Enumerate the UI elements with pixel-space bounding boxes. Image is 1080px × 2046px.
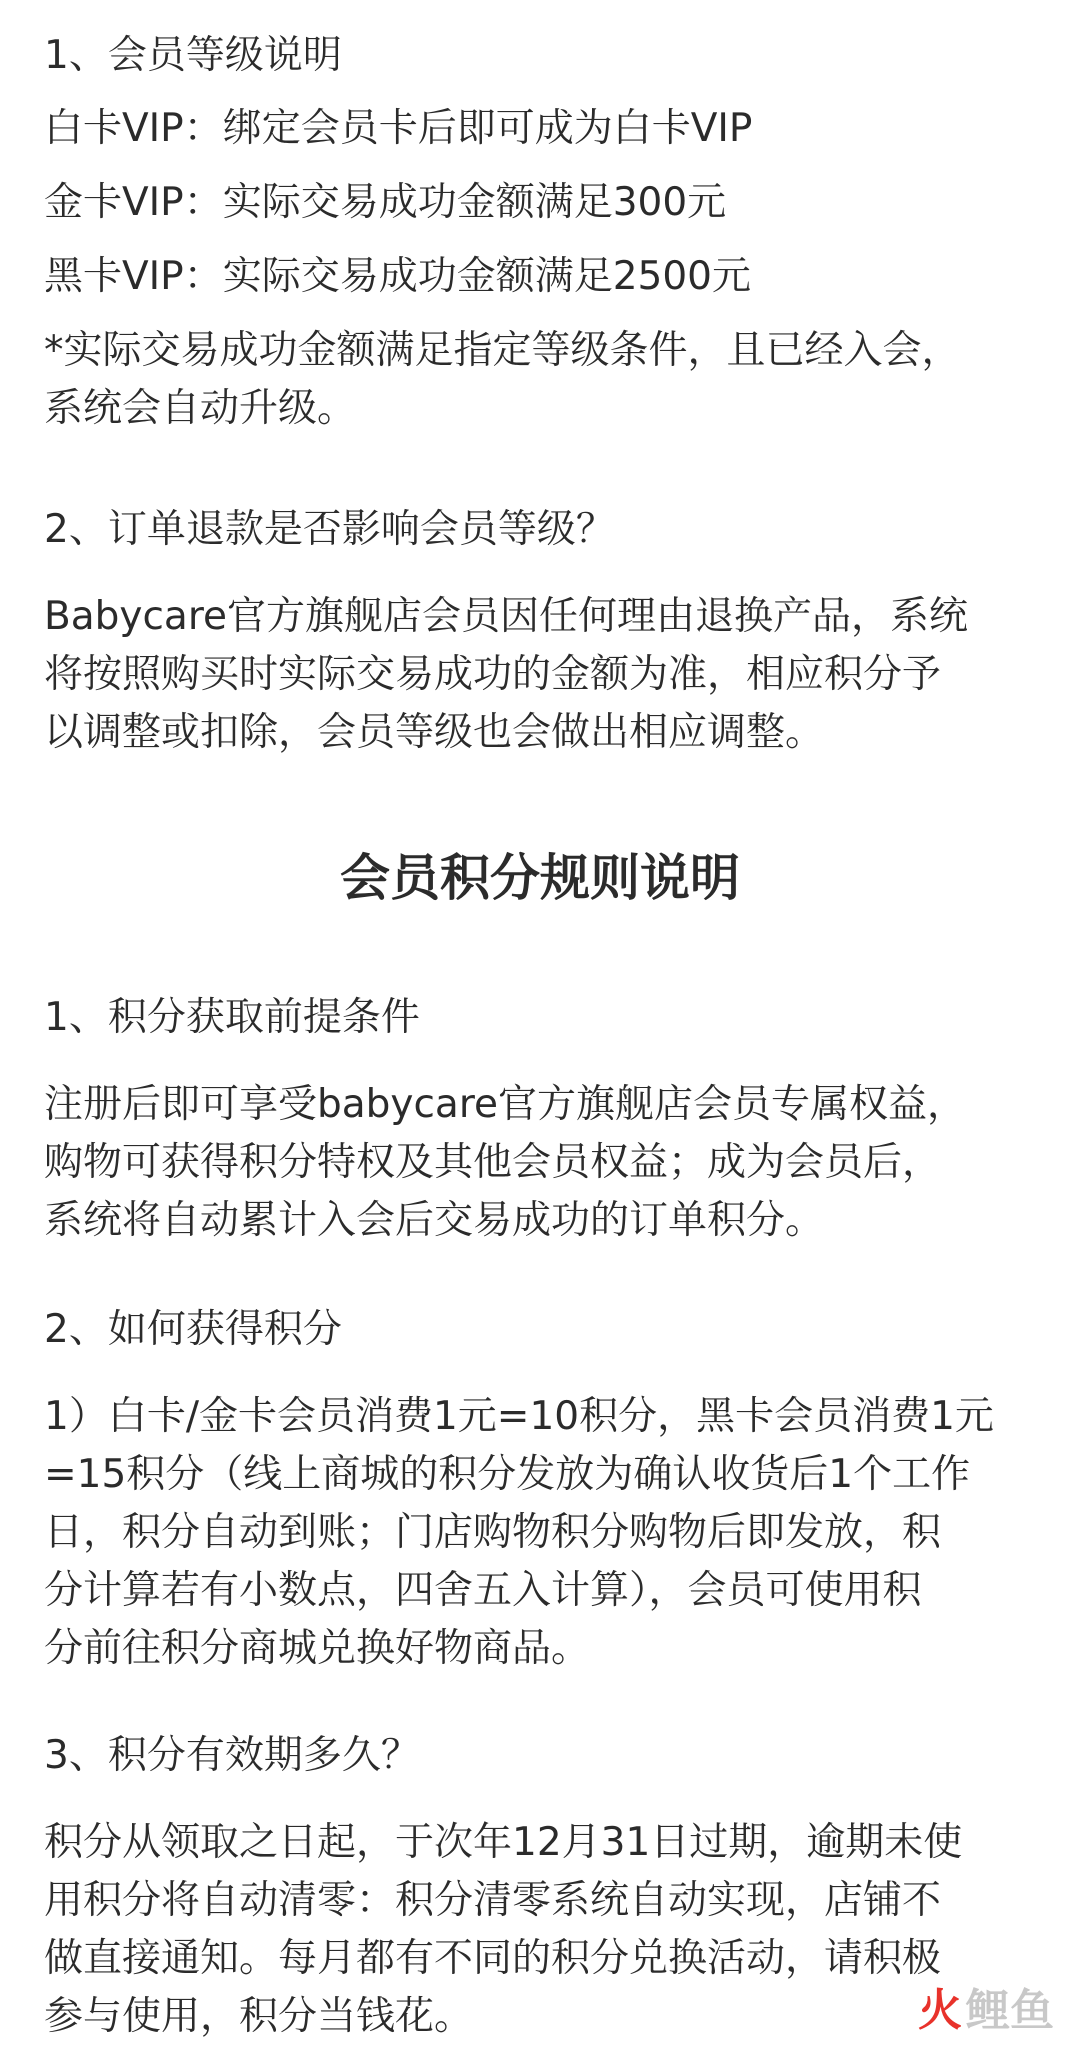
validity-heading: 3、积分有效期多久？ xyxy=(44,1733,420,1778)
validity-line: 参与使用，积分当钱花。 xyxy=(44,1994,474,2039)
watermark-fire: 火 xyxy=(918,1985,962,2036)
prerequisite-section xyxy=(44,990,1036,1250)
watermark-logo xyxy=(918,1985,1054,2037)
earn-line: 日，积分自动到账；门店购物积分购物后即发放，积 xyxy=(44,1510,942,1555)
earn-line: =15积分（线上商城的积分发放为确认收货后1个工作 xyxy=(44,1452,971,1497)
white-card-rule: 白卡VIP：绑定会员卡后即可成为白卡VIP xyxy=(44,106,753,151)
earn-line: 1）白卡/金卡会员消费1元=10积分，黑卡会员消费1元 xyxy=(44,1394,994,1439)
validity-line: 用积分将自动清零：积分清零系统自动实现，店铺不 xyxy=(44,1878,942,1923)
prerequisite-line: 注册后即可享受babycare官方旗舰店会员专属权益， xyxy=(44,1082,967,1127)
prerequisite-line: 购物可获得积分特权及其他会员权益；成为会员后， xyxy=(44,1140,942,1185)
refund-line: Babycare官方旗舰店会员因任何理由退换产品，系统 xyxy=(44,594,969,639)
earn-heading: 2、如何获得积分 xyxy=(44,1307,342,1352)
earn-line: 分计算若有小数点，四舍五入计算），会员可使用积 xyxy=(44,1568,922,1613)
gold-card-rule: 金卡VIP：实际交易成功金额满足300元 xyxy=(44,180,727,225)
points-rules-title: 会员积分规则说明 xyxy=(340,849,740,907)
refund-line: 以调整或扣除，会员等级也会做出相应调整。 xyxy=(44,710,825,755)
earn-points-section xyxy=(44,1302,1036,1678)
level-note-line: 系统会自动升级。 xyxy=(44,386,357,431)
black-card-rule: 黑卡VIP：实际交易成功金额满足2500元 xyxy=(44,254,751,299)
level-heading: 1、会员等级说明 xyxy=(44,33,342,78)
prerequisite-heading: 1、积分获取前提条件 xyxy=(44,995,420,1040)
refund-section xyxy=(44,502,1036,762)
level-note-line: *实际交易成功金额满足指定等级条件，且已经入会， xyxy=(44,328,961,373)
refund-line: 将按照购买时实际交易成功的金额为准，相应积分予 xyxy=(44,652,942,697)
prerequisite-line: 系统将自动累计入会后交易成功的订单积分。 xyxy=(44,1198,825,1243)
validity-line: 积分从领取之日起，于次年12月31日过期，逾期未使 xyxy=(44,1820,963,1865)
refund-heading: 2、订单退款是否影响会员等级？ xyxy=(44,507,615,552)
watermark-carp: 鲤鱼 xyxy=(966,1985,1054,2036)
points-rules-title-wrap xyxy=(0,848,1080,908)
membership-level-section xyxy=(44,28,1036,438)
validity-section xyxy=(44,1728,1036,2046)
validity-line: 做直接通知。每月都有不同的积分兑换活动，请积极 xyxy=(44,1936,942,1981)
earn-line: 分前往积分商城兑换好物商品。 xyxy=(44,1626,591,1671)
